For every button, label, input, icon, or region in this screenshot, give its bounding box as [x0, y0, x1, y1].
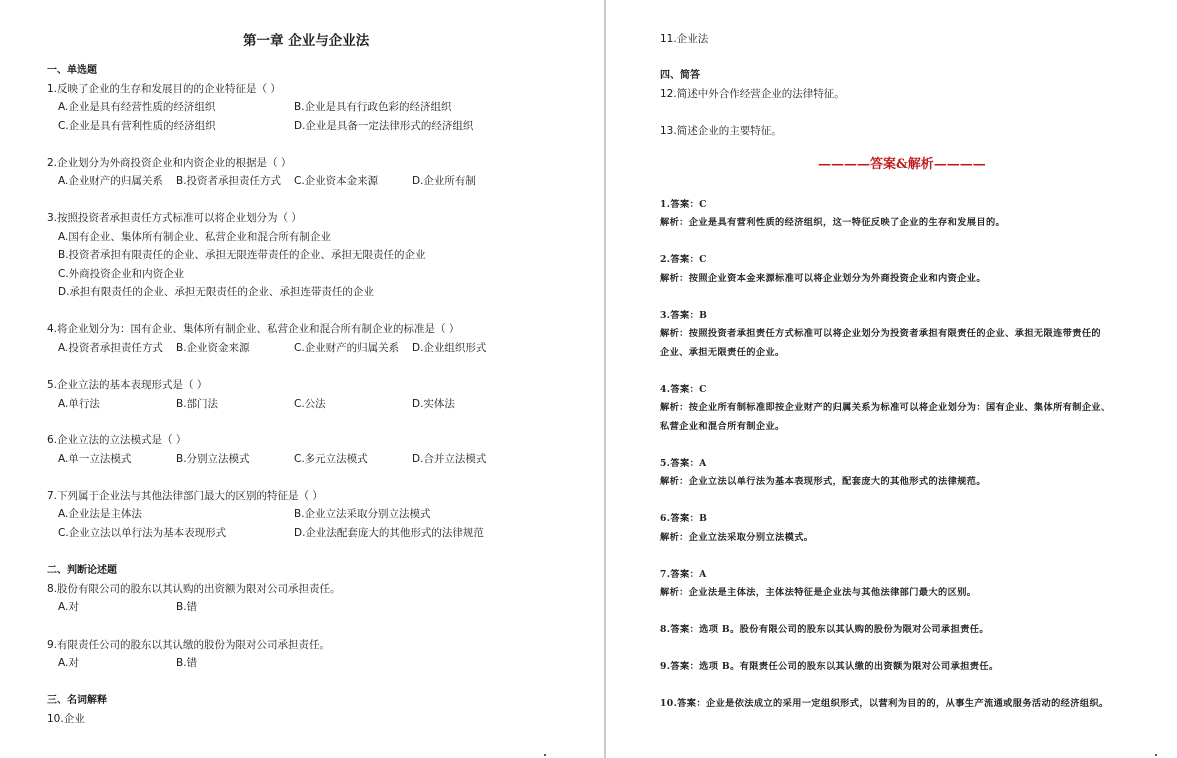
answer-2: 2.答案：C	[660, 254, 707, 265]
question-3: 3.按照投资者承担责任方式标准可以将企业划分为（ ）	[47, 212, 302, 224]
question-9: 9.有限责任公司的股东以其认缴的股份为限对公司承担责任。	[47, 639, 331, 651]
right-page	[606, 0, 1177, 758]
explanation-4-line-1: 解析：按企业所有制标准即按企业财产的归属关系为标准可以将企业划分为：国有企业、集体所有制企业、	[660, 402, 1111, 413]
q2-option-d: D.企业所有制	[412, 175, 476, 187]
q4-option-d: D.企业组织形式	[412, 342, 487, 354]
answer-1: 1.答案：C	[660, 199, 707, 210]
q6-option-d: D.合并立法模式	[412, 453, 487, 465]
q9-option-a: A.对	[58, 657, 79, 669]
answer-5: 5.答案：A	[660, 458, 707, 469]
answers-title: ————答案&解析————	[818, 157, 986, 172]
q2-option-a: A.企业财产的归属关系	[58, 175, 163, 187]
section-terms: 三、名词解释	[47, 695, 107, 706]
question-8: 8.股份有限公司的股东以其认购的出资额为限对公司承担责任。	[47, 583, 341, 595]
q2-option-c: C.企业资本金来源	[294, 175, 379, 187]
q4-option-a: A.投资者承担责任方式	[58, 342, 163, 354]
q6-option-b: B.分别立法模式	[176, 453, 250, 465]
explanation-1: 解析：企业是具有营利性质的经济组织，这一特征反映了企业的生存和发展目的。	[660, 217, 1006, 228]
q5-option-a: A.单行法	[58, 398, 100, 410]
q7-option-d: D.企业法配套庞大的其他形式的法律规范	[294, 527, 484, 539]
q6-option-c: C.多元立法模式	[294, 453, 368, 465]
question-5: 5.企业立法的基本表现形式是（ ）	[47, 379, 208, 391]
q5-option-c: C.公法	[294, 398, 326, 410]
q3-option-b: B.投资者承担有限责任的企业、承担无限连带责任的企业、承担无限责任的企业	[58, 249, 426, 261]
q7-option-c: C.企业立法以单行法为基本表现形式	[58, 527, 227, 539]
explanation-5: 解析：企业立法以单行法为基本表现形式，配套庞大的其他形式的法律规范。	[660, 476, 986, 487]
q5-option-b: B.部门法	[176, 398, 219, 410]
q1-option-d: D.企业是具备一定法律形式的经济组织	[294, 120, 474, 132]
q5-option-d: D.实体法	[412, 398, 455, 410]
section-judgment: 二、判断论述题	[47, 565, 117, 576]
answer-3: 3.答案：B	[660, 310, 708, 321]
explanation-6: 解析：企业立法采取分别立法模式。	[660, 532, 814, 543]
q3-option-a: A.国有企业、集体所有制企业、私营企业和混合所有制企业	[58, 231, 331, 243]
q7-option-a: A.企业法是主体法	[58, 508, 142, 520]
answer-7: 7.答案：A	[660, 569, 707, 580]
q7-option-b: B.企业立法采取分别立法模式	[294, 508, 431, 520]
answer-6: 6.答案：B	[660, 513, 708, 524]
question-12: 12.简述中外合作经营企业的法律特征。	[660, 88, 845, 100]
question-11: 11.企业法	[660, 33, 709, 45]
page-mark	[544, 754, 546, 756]
q1-option-a: A.企业是具有经营性质的经济组织	[58, 101, 216, 113]
question-4: 4.将企业划分为：国有企业、集体所有制企业、私营企业和混合所有制企业的标准是（ ）	[47, 323, 460, 335]
question-7: 7.下列属于企业法与其他法律部门最大的区别的特征是（ ）	[47, 490, 323, 502]
question-10: 10.企业	[47, 713, 85, 725]
q8-option-a: A.对	[58, 601, 79, 613]
section-single-choice: 一、单选题	[47, 65, 97, 76]
q1-option-c: C.企业是具有营利性质的经济组织	[58, 120, 216, 132]
answer-9: 9.答案：选项 B。有限责任公司的股东以其认缴的出资额为限对公司承担责任。	[660, 661, 999, 672]
q1-option-b: B.企业是具有行政色彩的经济组织	[294, 101, 452, 113]
question-2: 2.企业划分为外商投资企业和内资企业的根据是（ ）	[47, 157, 292, 169]
q3-option-c: C.外商投资企业和内资企业	[58, 268, 185, 280]
q3-option-d: D.承担有限责任的企业、承担无限责任的企业、承担连带责任的企业	[58, 286, 374, 298]
question-13: 13.简述企业的主要特征。	[660, 125, 782, 137]
q2-option-b: B.投资者承担责任方式	[176, 175, 282, 187]
q4-option-c: C.企业财产的归属关系	[294, 342, 400, 354]
section-short-answer: 四、简答	[660, 70, 700, 81]
q6-option-a: A.单一立法模式	[58, 453, 132, 465]
question-1: 1.反映了企业的生存和发展目的的企业特征是（ ）	[47, 83, 281, 95]
explanation-4-line-2: 私营企业和混合所有制企业。	[660, 421, 785, 432]
chapter-title: 第一章 企业与企业法	[243, 33, 370, 49]
q8-option-b: B.错	[176, 601, 198, 613]
explanation-3-line-1: 解析：按照投资者承担责任方式标准可以将企业划分为投资者承担有限责任的企业、承担无限连带责任的	[660, 328, 1102, 339]
answer-8: 8.答案：选项 B。股份有限公司的股东以其认购的股份为限对公司承担责任。	[660, 624, 989, 635]
answer-4: 4.答案：C	[660, 384, 707, 395]
question-6: 6.企业立法的立法模式是（ ）	[47, 434, 187, 446]
explanation-7: 解析：企业法是主体法，主体法特征是企业法与其他法律部门最大的区别。	[660, 587, 977, 598]
answer-10: 10.答案：企业是依法成立的采用一定组织形式，以营利为目的的，从事生产流通或服务活动的经济组织。	[660, 698, 1109, 709]
page-mark	[1155, 754, 1157, 756]
explanation-3-line-2: 企业、承担无限责任的企业。	[660, 347, 785, 358]
q9-option-b: B.错	[176, 657, 198, 669]
explanation-2: 解析：按照企业资本金来源标准可以将企业划分为外商投资企业和内资企业。	[660, 273, 986, 284]
q4-option-b: B.企业资金来源	[176, 342, 250, 354]
